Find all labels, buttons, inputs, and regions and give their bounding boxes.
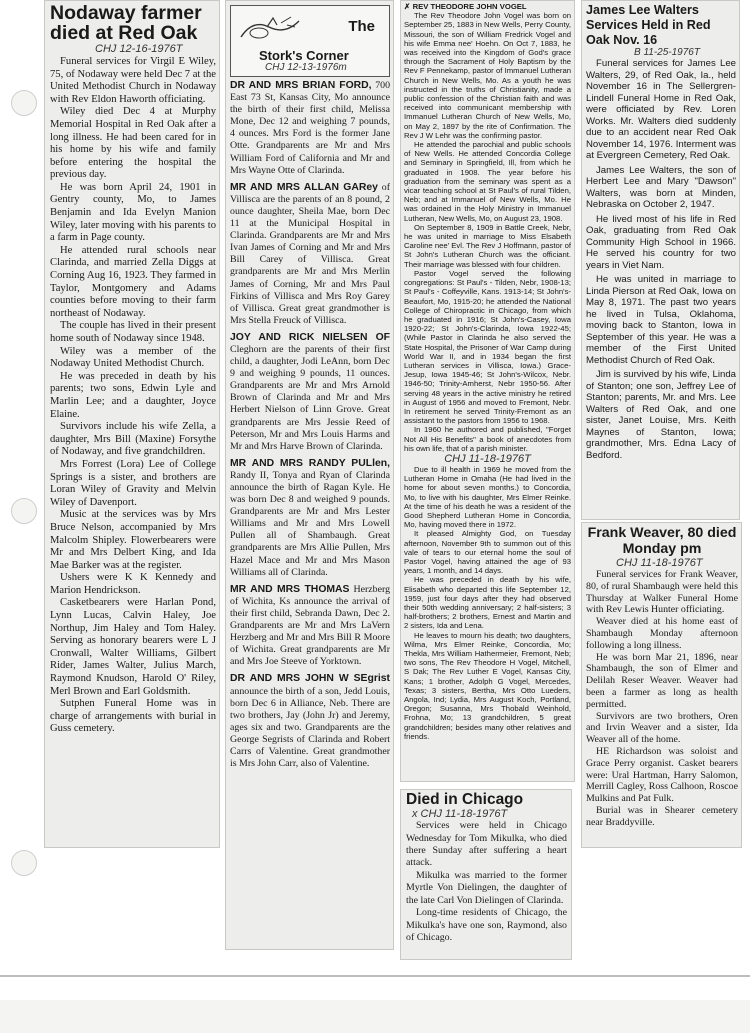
birth-notice [230,673,390,770]
birth-notice [230,182,390,327]
paragraph: He was united in marriage to Linda Pierson at Red Oak, Iowa on May 8, 1971. The past two years he lived in Tulsa, Oklahoma, moving back to Stanton, Iowa in September of this year. He was a member of the First United Methodist Church of Red Oak. [586,274,736,366]
birth-notice [230,332,390,453]
paragraph: He attended rural schools near Clarinda, and married Zella Diggs at Corning Aug 16, 1923. They farmed in Taylor, Montgomery and Adams counties before moving to their farm northeast of Nodaway. [50,244,216,319]
birth-notice [230,80,390,177]
paragraph: Pastor Vogel served the following congregations: St Paul's - Tilden, Nebr, 1908-13; St Paul's - Coffeyville, Kans. 1913-14; St John's-Beaufort, Mo, 1915-20; he attended the National College of Chiropractic in Chicago, from which he graduated in 1916; St John's-Casey, Iowa 1920-22; St John's-Clarinda, Iowa 1922-45; (While Pastor in Clarinda he also served the State Hospital, the Prisoner of War Camp during World War II, and in 1934 began the first Lutheran services in Villisca, Iowa.) Grace-Jesup, Iowa 1945-46; St John's-Wilcox, Nebr. 1946-50; Trinity-Amherst, Nebr 1950-56. After serving 48 years in the active ministry he retired in August of 1956 and moved to Fremont, Nebr. In retirement he served Trinity-Fremont as an assistant to the pastors from 1956 to 1968. [404,268,571,426]
notice-text: of Villisca are the parents of an 8 pound, 2 ounce daughter, Sheila Mae, born Dec 11 at the Municipal Hospital in Clarinda. Grandparents are Mr and Mrs Ivan James of Corning and Mr and Mrs Bill Carey of Villisca. Great grandparents are Mr and Mrs Merlin James of Corning, Mr and Mrs Paul Firkins of Villisca and Mrs Roy Garey of Villisca. Great great grandmother is Mrs Stella Freuck of Villisca. [230,181,391,326]
paragraph: Mrs Forrest (Lora) Lee of College Springs is a sister, and brothers are Loran Wiley of Gravity and Melvin Wiley of Davenport. [50,458,216,508]
paragraph: Funeral services for James Lee Walters, 29, of Red Oak, Ia., held November 16 in The Sellergren-Lindell Funeral Home in Red Oak, were officiated by Rev. Loren Works. Mr. Walters died suddenly due to an accident near Red Oak November 14, 1976. Interment was at Evergreen Cemetery, Red Oak. [586,58,736,161]
clipping-walters [581,0,740,520]
paragraph: Wiley died Dec 4 at Murphy Memorial Hospital in Red Oak after a long illness. He had been cared for in his home by his wife and family before entering the hospital the previous day. [50,106,216,181]
paragraph: He attended the parochial and public schools of New Wells. He attended Concordia College and Seminary in Springfield, Ill, from which he graduated in 1908. The year before his graduation from the seminary was spent as a vicar teaching school at St Paul's of rural Tilden, Neb; and at Immanuel of New Wells, Mo. He was ordained in the Holy Ministry in Immanuel Lutheran, New Wells, Mo, on August 23, 1908. [404,140,571,223]
clipping-mikulka [400,789,572,960]
vogel-headline: ✗ REV THEODORE JOHN VOGEL [404,2,527,11]
notice-names: MR AND MRS RANDY PULlen, [230,457,390,469]
paragraph: Funeral services for Frank Weaver, 80, of rural Shambaugh were held this Thursday at Walker Funeral Home with Rev Lewis Hunter officiating. [586,569,738,616]
paragraph: He leaves to mourn his death; two daughters, Wilma, Mrs Elmer Reinke, Concordia, Mo; Thekla, Mrs William Hathermeier, Fremont, Neb; two sons, The Rev Theodore H Vogel, Mitchell, S Dak; The Rev Luther E Vogel, Kansas City, Kans; 1 brother, Adolph G Vogel, Mercedes, Texas; 3 sisters, Bertha, Mrs Otto Lueders, Angola, Ind; Lydia, Mrs August Koch, Portland, Oregon; Susanna, Mrs Thobald Weinhold, Frohna, Mo; 13 grandchildren, 5 great grandchildren; besides many other relatives and friends. [404,630,571,741]
notice-text: 700 East 73 St, Kansas City, Mo announce the birth of their first child, Melissa Mone, Dec 12 and weighing 7 pounds, 4 ounces. Mrs Ford is the former Jane Otte. Grandparents are Mr and Mrs William Ford of California and Mr and Mrs Wayne Otte of Clarinda. [230,80,391,176]
notice-text: Randy II, Tonya and Ryan of Clarinda announce the birth of Ragan Kyle. He was born Dec 8 and weighed 9 pounds. Grandparents are Mr and Mrs Lester Williams and Mr and Mrs Lowell Pullen all of Shambaugh. Great grandparents are Mrs Allie Pullen, Mrs Hazel Mace and Mr and Mrs Mason Williams all of Clarinda. [230,469,390,578]
paragraph: Burial was in Shearer cemetery near Braddyville. [586,804,738,828]
paragraph: Weaver died at his home east of Shambaugh Monday afternoon following a long illness. [586,616,738,651]
binder-hole [11,850,37,876]
paragraph: Music at the services was by Mrs Bruce Nelson, accompanied by Mrs Malcolm Shipley. Flowerbearers were Mr and Mrs Delbert King, and Ida Mae Barker was at the register. [50,509,216,571]
mikulka-headline: Died in Chicago [406,791,524,808]
storks-corner-banner [230,5,390,77]
paragraph: He was preceded in death by his parents; two sons, Edwin Lyle and Marlin Lee; and a daughter, Joyce Elaine. [50,370,216,420]
mikulka-clip-stamp: x CHJ 11-18-1976T [412,808,508,821]
paragraph: It pleased Almighty God, on Tuesday afternoon, November 9th to summon out of this vale of tears to our eternal home the soul of Pastor Vogel, having attained the age of 93 years, 1 month, and 14 days. [404,529,571,576]
paragraph: Mikulka was married to the former Myrtle Von Dielingen, the daughter of the late Carl Von Dielingen of Clarinda. [406,869,567,906]
wiley-body [50,56,216,736]
wiley-clip-stamp: CHJ 12-16-1976T [95,42,183,55]
storks-headline-title: Stork's Corner [259,48,349,63]
birth-notice [230,584,390,669]
notice-text: Cleghorn are the parents of their first child, a daughter, Jodi LeAnn, born Dec 9 and weighing 9 pounds, 11 ounces. Grandparents are Mr and Mrs Arnold Brown of Clarinda and Mr and Mrs Herbert Nielson of Linn Grove. Great grandparents are Mrs Jessie Reed of Peterson, Mr and Mrs Louis Harms and Mr and Mrs Harve Brown of Clarinda. [230,343,390,452]
paragraph: The couple has lived in their present home south of Nodaway since 1948. [50,320,216,344]
weaver-clip-stamp: CHJ 11-18-1976T [616,557,703,569]
storks-clip-stamp: CHJ 12-13-1976m [265,62,347,73]
paragraph: Ushers were K K Kennedy and Marion Hendrickson. [50,572,216,596]
page-edge-divider [0,975,750,977]
notice-names: MR AND MRS THOMAS [230,583,350,595]
clipping-storks-corner [225,0,394,950]
clipping-wiley [44,0,220,848]
paragraph: In 1960 he authored and published, "Forget Not All His Benefits" a book of anecdotes from his own life, that of a parish minister. [404,425,571,453]
notice-names: JOY AND RICK NIELSEN OF [230,331,390,343]
binder-hole [11,498,37,524]
paragraph: Due to ill health in 1969 he moved from the Lutheran Home in Omaha (He had lived in the home for about seven months.) to Concordia, Mo, to live with his daughter, Mrs Elmer Reinke. At the time of his death he was a resident of the Good Shepherd Lutheran Home in Concordia, Mo, having moved there in 1972. [404,464,571,530]
close-mark-icon: ✗ [404,2,413,11]
paragraph: Casketbearers were Harlan Pond, Lynn Lucas, Calvin Haley, Joe Northup, Jim Haley and Tom Haley. Serving as honorary bearers were L J Cronwall, Walter Williams, Gilbert Rider, James Walter, Julius March, Raymond Knudson, Harold O' Riley, Merl Brown and Earl Goldsmith. [50,597,216,697]
paragraph: He was preceded in death by his wife, Elisabeth who departed this life September 12, 1959, just four days after they had observed their 50th wedding anniversary; 2 half-sisters; 3 half-brothers; 2 brothers, Ernest and Martin and 2 sisters, Ida and Lena. [404,575,571,631]
paragraph: Wiley was a member of the Nodaway United Methodist Church. [50,345,216,370]
paragraph: Funeral services for Virgil E Wiley, 75, of Nodaway were held Dec 7 at the United Methodist Church in Nodaway with Rev Eldon Haworth officiating. [50,55,216,105]
paragraph: James Lee Walters, the son of Herbert Lee and Mary "Dawson" Walters, was born at Minden, Nebraska on October 2, 1947. [586,164,736,210]
paragraph: The Rev Theodore John Vogel was born on September 25, 1883 in New Wells, Perry County, Missouri, the son of William Fredrick Vogel and his wife Emma nee' Hoehn. On Oct 7, 1883, he was received into the Kingdom of God's grace through the Sacrament of Holy Baptism by the Rev F Pennekamp, pastor of Immanuel Lutheran Church in New Wells, Mo. As a youth he was instructed in the truths of Christianity, made a public confession of the Christian faith and was received into communicant membership with Immanuel Lutheran Church of New Wells, Mo, on May 2, 1897 by the rite of Confirmation. The Rev J W Lehr was the confirming pastor. [404,11,571,140]
paragraph: On September 8, 1909 in Battle Creek, Nebr, he was united in marriage to Miss Elsabeth Caroline nee' Evl. The Rev J Hoffmann, pastor of St John's Lutheran Church was the officiant. Their marriage was blessed with four children. [404,222,571,269]
binder-hole [11,90,37,116]
paragraph: Sutphen Funeral Home was in charge of arrangements with burial in Guss cemetery. [50,698,216,735]
notice-names: DR AND MRS JOHN W SEgrist [230,673,390,685]
clipping-vogel [400,0,575,782]
paragraph: He was born Mar 21, 1896, near Shambaugh, the son of Elmer and Delilah Reser Weaver. Weaver had been a farmer as long as health permitted. [586,651,738,710]
paragraph: He was born April 24, 1901 in Gentry county, Mo, to James Benjamin and Ida Evelyn Manion Wiley, later moving with his parents to a farm in Page county. [50,181,216,244]
paragraph: Survivors include his wife Zella, a daughter, Mrs Bill (Maxine) Forsythe of Nodaway, and five grandchildren. [50,421,216,458]
vogel-body [404,11,571,741]
notice-names: DR AND MRS BRIAN FORD, [230,80,372,91]
paragraph: Jim is survived by his wife, Linda of Stanton; one son, Jeffrey Lee of Stanton; parents, Mr. and Mrs. Lee Walters of Red Oak, and one sister, Janet Louise, Mrs. Keith Maynes of Stanton, Iowa; grandmother, Mrs. Edna Lacy of Bedford. [586,369,736,461]
vogel-clip-stamp: CHJ 11-18-1976T [444,452,531,465]
clipping-weaver [581,522,742,848]
walters-body [586,58,736,461]
mikulka-body [406,820,567,944]
stork-logo-icon [237,11,307,47]
walters-headline: James Lee Walters Services Held in Red Oak Nov. 16 [586,3,711,47]
paragraph: Survivors are two brothers, Oren and Irvin Weaver and a sister, Ida Weaver all of the home. [586,710,738,746]
notice-names: MR AND MRS ALLAN GARey [230,181,378,193]
storks-headline-the: The [348,18,375,35]
weaver-body [586,569,738,829]
walters-clip-stamp: B 11-25-1976T [634,47,700,58]
birth-notice [230,458,390,579]
paragraph: He lived most of his life in Red Oak, graduating from Red Oak Community High School in 1966. He served his country for two years in Viet Nam. [586,213,736,271]
notice-text: Herzberg of Wichita, Ks announce the arrival of their first child, Sebranda Dawn, Dec 2. Grandparents are Mr and Mrs LaVern Herzberg and Mr and Mrs Bill R Moore of Wichita. Great grandparents are Mr and Mrs Joe Steeve of Yorktown. [230,583,391,668]
paragraph: Long-time residents of Chicago, the Mikulka's have one son, Raymond, also of Chicago. [406,907,567,943]
storks-body [230,80,390,770]
paragraph: HE Richardson was soloist and Grace Perry organist. Casket bearers were: Ural Hartman, Harry Salomon, Merrill Cagley, Ross Calhoon, Roscoe Mulkins and Pat Fulk. [586,745,738,805]
wiley-headline: Nodaway farmer died at Red Oak [50,2,202,45]
paragraph: Services were held in Chicago Wednesday for Tom Mikulka, who died there Sunday after suffering a heart attack. [406,820,567,869]
notice-text: announce the birth of a son, Jedd Louis, born Dec 6 in Alliance, Neb. There are two brothers, Jay (John Jr) and Jeremy, ages six and two. Grandparents are the George Segrists of Clarinda and Robert Carrs of Valentine. Great grandmother is Mrs John Carr, also of Valentine. [230,685,390,770]
weaver-headline: Frank Weaver, 80 died Monday pm [587,525,737,557]
